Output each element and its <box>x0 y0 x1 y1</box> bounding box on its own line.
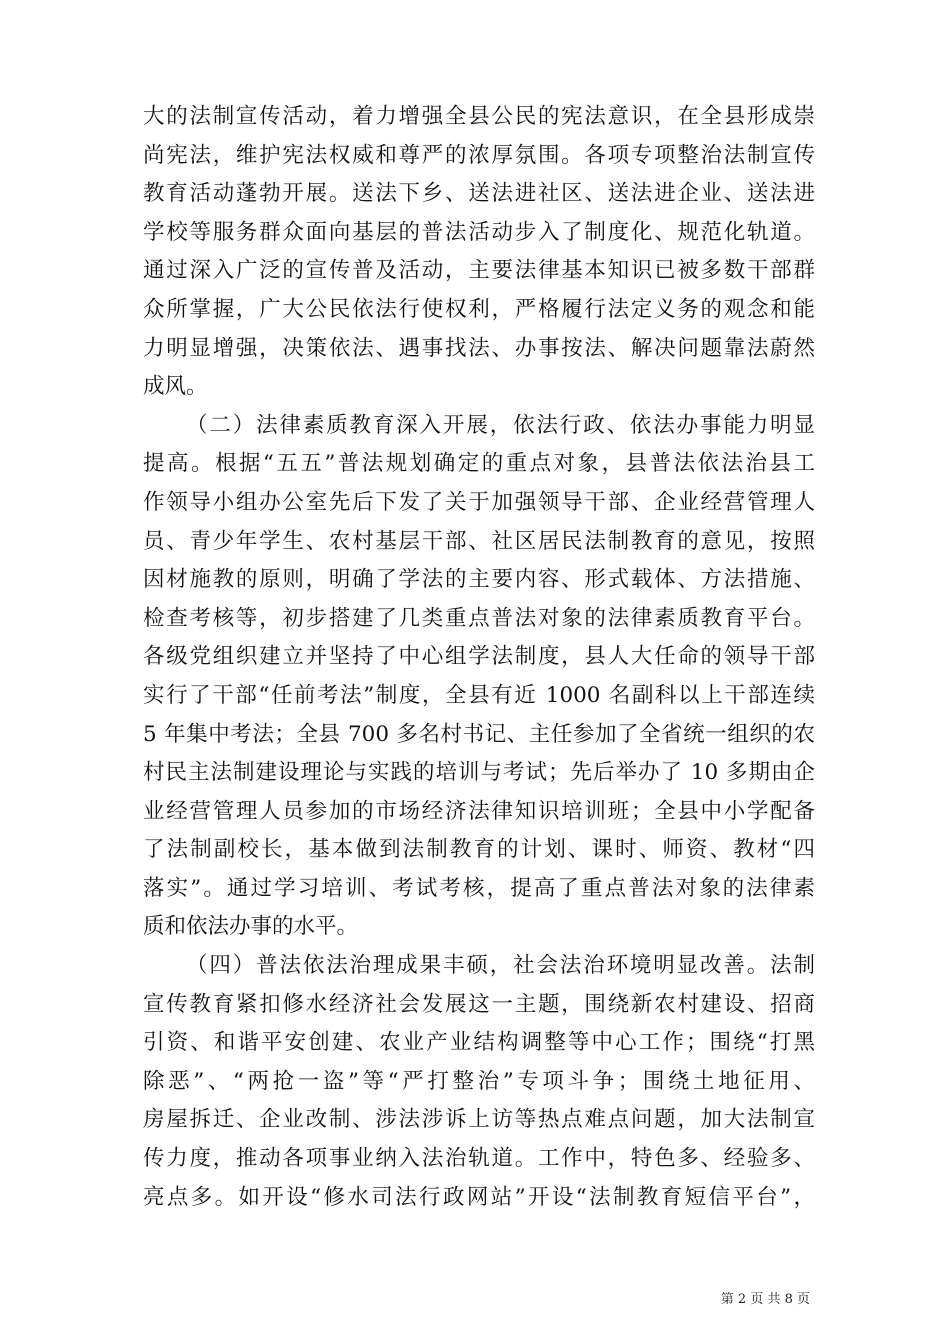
text-line: 除恶”、“两抢一盗”等“严打整治”专项斗争；围绕土地征用、 <box>143 1068 815 1094</box>
text-line: 实行了干部“任前考法”制度，全县有近 1000 名副科以上干部连续 <box>143 682 815 708</box>
text-line: 了法制副校长，基本做到法制教育的计划、课时、师资、教材“四 <box>143 837 815 863</box>
text-line: 检查考核等，初步搭建了几类重点普法对象的法律素质教育平台。 <box>143 605 815 631</box>
text-line: 质和依法办事的水平。 <box>143 914 359 940</box>
text-line: 教育活动蓬勃开展。送法下乡、送法进社区、送法进企业、送法进 <box>143 181 815 207</box>
text-line: 传力度，推动各项事业纳入法治轨道。工作中，特色多、经验多、 <box>143 1146 815 1172</box>
text-line: 作领导小组办公室先后下发了关于加强领导干部、企业经营管理人 <box>143 489 815 515</box>
text-line: 落实”。通过学习培训、考试考核，提高了重点普法对象的法律素 <box>143 875 815 901</box>
document-body <box>143 98 815 1217</box>
text-line: 学校等服务群众面向基层的普法活动步入了制度化、规范化轨道。 <box>143 219 815 245</box>
text-line: 成风。 <box>143 374 208 400</box>
text-line: 宣传教育紧扣修水经济社会发展这一主题，围绕新农村建设、招商 <box>143 991 815 1017</box>
page-number: 第 2 页 共 8 页 <box>720 1292 810 1307</box>
page-footer <box>0 1290 950 1310</box>
text-line: 5 年集中考法；全县 700 多名村书记、主任参加了全省统一组织的农 <box>143 721 815 747</box>
text-line: 通过深入广泛的宣传普及活动，主要法律基本知识已被多数干部群 <box>143 258 815 284</box>
text-line: 房屋拆迁、企业改制、涉法涉诉上访等热点难点问题，加大法制宣 <box>143 1107 815 1133</box>
text-line: 亮点多。如开设“修水司法行政网站”开设“法制教育短信平台”， <box>143 1184 815 1210</box>
text-line: 各级党组织建立并坚持了中心组学法制度，县人大任命的领导干部 <box>143 644 815 670</box>
text-line: （四）普法依法治理成果丰硕，社会法治环境明显改善。法制 <box>186 953 815 979</box>
text-line: 引资、和谐平安创建、农业产业结构调整等中心工作；围绕“打黑 <box>143 1030 815 1056</box>
text-line: 村民主法制建设理论与实践的培训与考试；先后举办了 10 多期由企 <box>143 760 815 786</box>
text-line: 众所掌握，广大公民依法行使权利，严格履行法定义务的观念和能 <box>143 296 815 322</box>
text-line: 大的法制宣传活动，着力增强全县公民的宪法意识，在全县形成崇 <box>143 104 815 129</box>
text-line: 尚宪法，维护宪法权威和尊严的浓厚氛围。各项专项整治法制宣传 <box>143 142 815 168</box>
text-line: 因材施教的原则，明确了学法的主要内容、形式载体、方法措施、 <box>143 567 815 593</box>
text-line: 员、青少年学生、农村基层干部、社区居民法制教育的意见，按照 <box>143 528 815 554</box>
text-line: （二）法律素质教育深入开展，依法行政、依法办事能力明显 <box>186 412 815 438</box>
text-line: 业经营管理人员参加的市场经济法律知识培训班；全县中小学配备 <box>143 798 815 824</box>
text-line: 力明显增强，决策依法、遇事找法、办事按法、解决问题靠法蔚然 <box>143 335 815 361</box>
text-line: 提高。根据“五五”普法规划确定的重点对象，县普法依法治县工 <box>143 451 815 477</box>
